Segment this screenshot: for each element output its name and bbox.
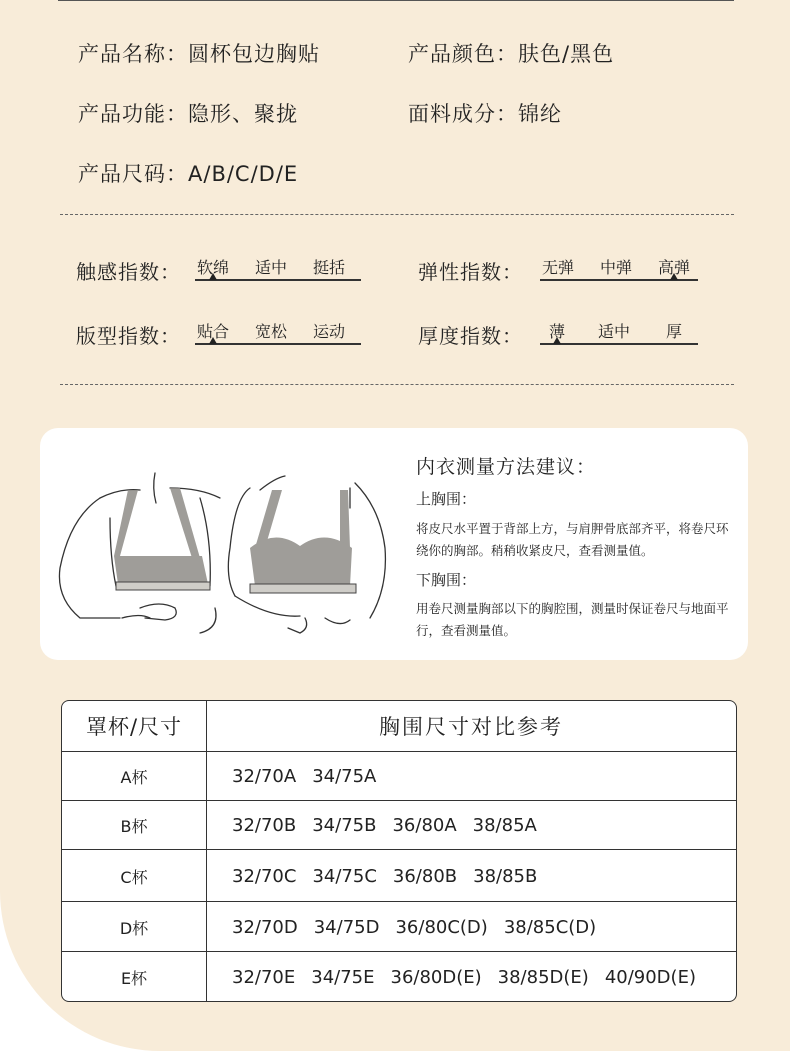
size-value: 34/75C bbox=[312, 865, 377, 887]
touch-index-label: 触感指数： bbox=[76, 260, 181, 284]
size-value: 36/80D(E) bbox=[390, 966, 482, 988]
scale-option: 薄 bbox=[549, 322, 566, 341]
size-value: 34/75D bbox=[313, 916, 380, 938]
scale-option: 适中 bbox=[598, 322, 631, 341]
scale-marker bbox=[209, 337, 217, 344]
size-value: 32/70E bbox=[232, 966, 296, 988]
size-value: 34/75E bbox=[311, 966, 375, 988]
table-row bbox=[62, 800, 736, 850]
lower-bust-text: 用卷尺测量胸部以下的胸腔围，测量时保证卷尺与地面平行，查看测量值。 bbox=[416, 601, 729, 638]
scale-marker bbox=[553, 337, 561, 344]
touch-index-scale bbox=[195, 255, 361, 285]
product-function bbox=[78, 98, 298, 128]
size-value: 32/70C bbox=[232, 865, 297, 887]
table-header bbox=[62, 701, 736, 751]
cup-cell: E杯 bbox=[62, 952, 207, 1002]
product-name bbox=[78, 38, 320, 68]
elasticity-index-label: 弹性指数： bbox=[418, 260, 523, 284]
scale-option: 厚 bbox=[666, 322, 683, 341]
measurement-illustration bbox=[50, 468, 410, 638]
size-value: 32/70A bbox=[232, 766, 297, 787]
product-color-label: 产品颜色： bbox=[408, 42, 518, 66]
cup-cell: C杯 bbox=[62, 850, 207, 902]
sizes-cell bbox=[232, 850, 553, 902]
scale-bar bbox=[195, 279, 361, 281]
scale-option: 挺括 bbox=[313, 258, 346, 277]
scale-option: 高弹 bbox=[658, 258, 691, 277]
scale-option: 宽松 bbox=[255, 322, 288, 341]
lower-bust-title: 下胸围： bbox=[416, 571, 477, 589]
measurement-card bbox=[40, 428, 748, 660]
table-row bbox=[62, 951, 736, 1002]
size-table bbox=[61, 700, 737, 1002]
sizes-cell bbox=[232, 801, 553, 850]
product-function-label: 产品功能： bbox=[78, 102, 188, 126]
size-value: 32/70B bbox=[232, 815, 297, 836]
dashed-divider bbox=[60, 214, 734, 215]
scale-option: 中弹 bbox=[600, 258, 633, 277]
product-name-value: 圆杯包边胸贴 bbox=[188, 42, 320, 66]
measurement-title: 内衣测量方法建议： bbox=[416, 456, 597, 478]
product-function-value: 隐形、聚拢 bbox=[188, 102, 298, 126]
product-color-value: 肤色/黑色 bbox=[518, 42, 615, 66]
fit-index-label: 版型指数： bbox=[76, 324, 181, 348]
size-value: 36/80C(D) bbox=[395, 916, 488, 938]
size-value: 38/85C(D) bbox=[503, 916, 597, 938]
upper-bust-text: 将皮尺水平置于背部上方，与肩胛骨底部齐平，将卷尺环绕你的胸部。稍稍收紧皮尺，查看测量值。 bbox=[416, 521, 729, 558]
elasticity-index-scale bbox=[540, 255, 698, 285]
cup-cell: D杯 bbox=[62, 902, 207, 952]
thickness-index-scale bbox=[540, 319, 698, 349]
scale-option: 贴合 bbox=[197, 322, 230, 341]
size-value: 40/90D(E) bbox=[604, 966, 696, 988]
scale-option: 适中 bbox=[255, 258, 288, 277]
sizes-cell bbox=[232, 902, 612, 952]
size-value: 34/75A bbox=[312, 766, 377, 787]
scale-marker bbox=[209, 273, 217, 280]
size-value: 36/80A bbox=[392, 815, 457, 836]
sizes-cell bbox=[232, 752, 392, 801]
table-row bbox=[62, 849, 736, 902]
scale-option: 运动 bbox=[313, 322, 346, 341]
size-value: 38/85B bbox=[473, 865, 538, 887]
product-name-label: 产品名称： bbox=[78, 42, 188, 66]
header-sizes: 胸围尺寸对比参考 bbox=[379, 715, 563, 739]
size-value: 32/70D bbox=[232, 916, 298, 938]
product-size-value: A/B/C/D/E bbox=[188, 162, 299, 186]
product-color bbox=[408, 38, 614, 68]
dashed-divider bbox=[60, 384, 734, 385]
scale-bar bbox=[195, 343, 361, 345]
fit-index-scale bbox=[195, 319, 361, 349]
product-size bbox=[78, 158, 298, 188]
table-row bbox=[62, 901, 736, 952]
product-fabric-label: 面料成分： bbox=[408, 102, 518, 126]
size-value: 36/80B bbox=[392, 865, 458, 887]
scale-option: 无弹 bbox=[542, 258, 575, 277]
size-value: 34/75B bbox=[312, 815, 377, 836]
top-divider bbox=[58, 0, 734, 1]
size-value: 38/85D(E) bbox=[497, 966, 589, 988]
product-fabric bbox=[408, 98, 562, 128]
cup-cell: A杯 bbox=[62, 752, 207, 801]
product-size-label: 产品尺码： bbox=[78, 162, 188, 186]
thickness-index-label: 厚度指数： bbox=[418, 324, 523, 348]
size-value: 38/85A bbox=[472, 815, 537, 836]
header-cup: 罩杯/尺寸 bbox=[62, 701, 207, 751]
cup-cell: B杯 bbox=[62, 801, 207, 850]
scale-bar bbox=[540, 343, 698, 345]
upper-bust-title: 上胸围： bbox=[416, 490, 477, 508]
scale-option: 软绵 bbox=[197, 258, 230, 277]
sizes-cell bbox=[232, 952, 712, 1002]
product-fabric-value: 锦纶 bbox=[518, 102, 562, 126]
scale-marker bbox=[670, 273, 678, 280]
table-row bbox=[62, 751, 736, 801]
